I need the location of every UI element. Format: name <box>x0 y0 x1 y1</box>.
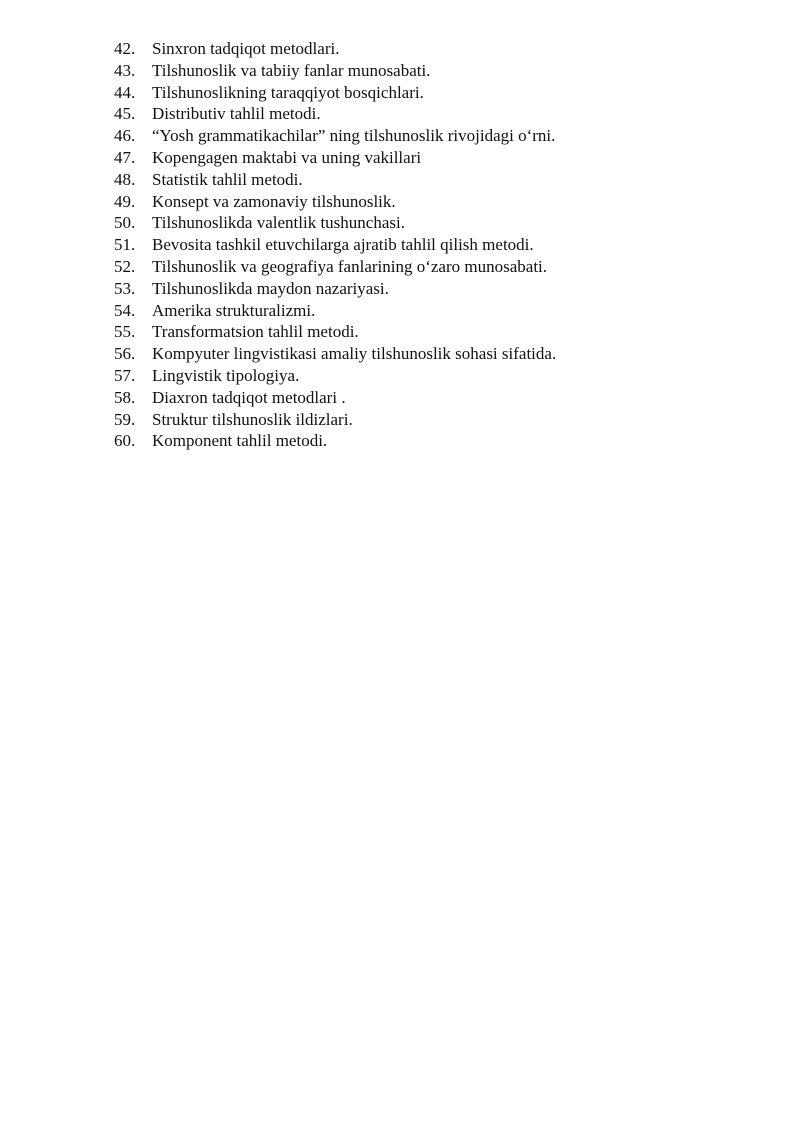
list-item <box>114 430 754 452</box>
item-text: Amerika strukturalizmi. <box>152 300 316 320</box>
list-item <box>114 191 754 213</box>
item-text: Tilshunoslik va tabiiy fanlar munosabati. <box>152 60 431 80</box>
list-item <box>114 256 754 278</box>
item-number: 54. <box>114 300 136 320</box>
list-item <box>114 387 754 409</box>
item-text: Diaxron tadqiqot metodlari . <box>152 387 346 407</box>
list-item <box>114 234 754 256</box>
item-text: Kopengagen maktabi va uning vakillari <box>152 147 422 167</box>
item-number: 46. <box>114 126 136 146</box>
item-number: 49. <box>114 191 136 211</box>
item-text: Tilshunoslikda valentlik tushunchasi. <box>152 213 405 233</box>
list-item <box>114 169 754 191</box>
item-number: 47. <box>114 147 136 167</box>
list-item <box>114 60 754 82</box>
item-number: 58. <box>114 387 136 407</box>
item-text: Konsept va zamonaviy tilshunoslik. <box>152 191 396 211</box>
item-number: 59. <box>114 409 136 429</box>
item-number: 43. <box>114 60 136 80</box>
list-item <box>114 321 754 343</box>
list-item <box>114 409 754 431</box>
item-number: 52. <box>114 256 136 276</box>
list-item <box>114 278 754 300</box>
item-number: 42. <box>114 39 136 58</box>
list-item <box>114 125 754 147</box>
item-text: Bevosita tashkil etuvchilarga ajratib tahlil qilish metodi. <box>152 235 534 255</box>
item-text: Transformatsion tahlil metodi. <box>152 322 359 342</box>
item-text: Tilshunoslikning taraqqiyot bosqichlari. <box>152 82 424 102</box>
item-text: Tilshunoslik va geografiya fanlarining o‘zaro munosabati. <box>152 256 548 276</box>
item-number: 55. <box>114 322 136 342</box>
item-text: Tilshunoslikda maydon nazariyasi. <box>152 278 389 298</box>
list-item <box>114 343 754 365</box>
item-text: Struktur tilshunoslik ildizlari. <box>152 409 353 429</box>
item-text: Kompyuter lingvistikasi amaliy tilshunoslik sohasi sifatida. <box>152 344 557 364</box>
item-number: 48. <box>114 169 136 189</box>
list-item <box>114 147 754 169</box>
topic-list <box>114 38 754 452</box>
list-item <box>114 82 754 104</box>
item-number: 60. <box>114 431 136 451</box>
item-number: 57. <box>114 365 136 385</box>
list-item <box>114 365 754 387</box>
item-text: Sinxron tadqiqot metodlari. <box>152 39 340 58</box>
item-text: Distributiv tahlil metodi. <box>152 104 321 124</box>
list-item <box>114 212 754 234</box>
item-number: 53. <box>114 278 136 298</box>
item-text: Komponent tahlil metodi. <box>152 431 328 451</box>
list-item <box>114 300 754 322</box>
item-number: 50. <box>114 213 136 233</box>
item-text: “Yosh grammatikachilar” ning tilshunoslik rivojidagi o‘rni. <box>152 126 556 146</box>
item-number: 45. <box>114 104 136 124</box>
item-number: 44. <box>114 82 136 102</box>
item-number: 51. <box>114 235 136 255</box>
item-text: Statistik tahlil metodi. <box>152 169 303 189</box>
item-number: 56. <box>114 344 136 364</box>
list-item <box>114 103 754 125</box>
item-text: Lingvistik tipologiya. <box>152 365 300 385</box>
list-item <box>114 38 754 60</box>
